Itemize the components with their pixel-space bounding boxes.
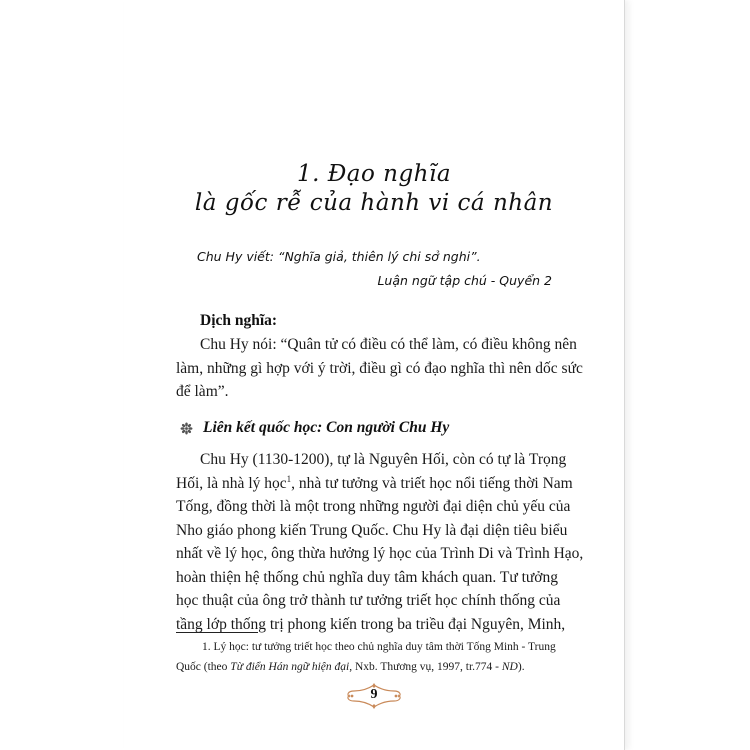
text-line <box>176 472 580 496</box>
page-number: 9 <box>370 687 378 702</box>
footnote-line2 <box>176 657 582 677</box>
footnote-reference[interactable]: 1 <box>286 473 292 484</box>
chapter-title-line1: 1. Đạo nghĩa <box>296 161 452 187</box>
text-line: Chu Hy nói: “Quân tử có điều có thể làm, có điều không nên <box>200 336 577 353</box>
translation-heading: Dịch nghĩa: <box>200 312 278 329</box>
section-heading <box>180 419 449 437</box>
text-line: tầng lớp thống trị phong kiến trong ba triều đại Nguyên, Minh, <box>176 615 566 633</box>
text-segment: Từ điển Hán ngữ hiện đại <box>230 661 350 673</box>
footnote-divider <box>176 632 258 633</box>
text-segment: , nhà tư tưởng và triết học nổi tiếng thời Nam <box>291 474 573 492</box>
text-segment: ). <box>517 661 525 673</box>
text-segment: Quốc (theo <box>176 661 231 673</box>
text-line: Chu Hy (1130-1200), tự là Nguyên Hối, còn có tự là Trọng <box>200 451 567 468</box>
flower-ornament-icon <box>180 422 193 435</box>
epigraph-source: Luận ngữ tập chú - Quyển 2 <box>377 273 552 288</box>
text-line: nhất về lý học, ông thừa hưởng lý học của Trình Di và Trình Hạo, <box>176 545 584 562</box>
chapter-title-line2: là gốc rễ của hành vi cá nhân <box>194 190 554 216</box>
text-segment: , Nxb. Thương vụ, 1997, tr.774 - <box>349 661 502 673</box>
translation-paragraph <box>176 333 583 404</box>
text-line: làm, những gì hợp với ý trời, điều gì có đạo nghĩa thì nên dốc sức <box>176 359 583 377</box>
text-line: học thuật của ông trở thành tư tưởng triết học chính thống của <box>176 592 561 609</box>
text-line: Tống, đồng thời là một trong những người đại diện chủ yếu của <box>176 498 571 515</box>
footnote <box>176 637 582 677</box>
book-page <box>124 0 625 750</box>
text-segment: Hối, là nhà lý học <box>176 474 287 492</box>
epigraph-quote: Chu Hy viết: “Nghĩa giả, thiên lý chi sở nghi”. <box>197 249 481 264</box>
section-heading-text: Liên kết quốc học: Con người Chu Hy <box>203 419 450 436</box>
footnote-line1: 1. Lý học: tư tưởng triết học theo chủ nghĩa duy tâm thời Tống Minh - Trung <box>202 641 556 653</box>
page-number-ornament <box>324 683 424 709</box>
text-segment: ND <box>501 661 518 673</box>
biography-paragraph <box>176 448 584 636</box>
text-line: Nho giáo phong kiến Trung Quốc. Chu Hy là đại diện tiêu biểu <box>176 521 568 539</box>
text-line: hoàn thiện hệ thống chủ nghĩa duy tâm khách quan. Tư tưởng <box>176 568 558 586</box>
text-line: để làm”. <box>176 383 229 400</box>
